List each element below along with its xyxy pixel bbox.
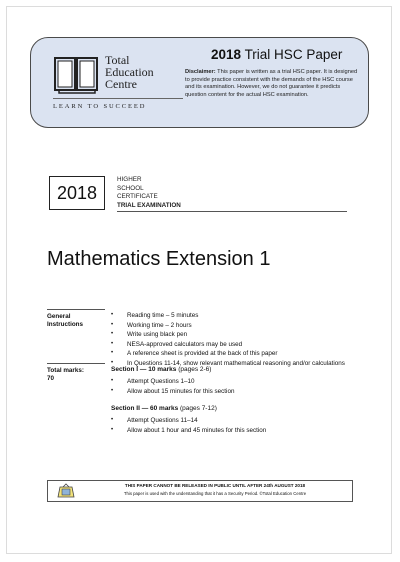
list-item: • Attempt Questions 11–14 — [111, 416, 351, 426]
header-banner — [30, 37, 369, 128]
open-book-icon — [53, 52, 101, 94]
list-item: • Attempt Questions 1–10 — [111, 377, 351, 387]
list-item: • Allow about 1 hour and 45 minutes for this section — [111, 426, 351, 436]
list-item: • A reference sheet is provided at the back of this paper — [111, 349, 351, 359]
logo-divider — [53, 98, 183, 99]
paper-title: 2018 Trial HSC Paper — [211, 47, 343, 62]
divider — [47, 309, 105, 310]
list-item: • Working time – 2 hours — [111, 321, 351, 331]
logo-tagline: LEARN TO SUCCEED — [53, 103, 147, 110]
divider — [47, 363, 105, 364]
general-instructions-label: General Instructions — [47, 313, 84, 329]
divider — [117, 211, 347, 212]
section-1-list — [111, 377, 351, 396]
security-period-note: This paper is used with the understanding that it has a Security Period. ©Total Education Centre — [123, 491, 307, 496]
security-seal-icon — [56, 483, 76, 499]
list-item: • In Questions 11-14, show relevant mathematical reasoning and/or calculations — [111, 359, 351, 369]
exam-year-box: 2018 — [49, 176, 105, 210]
section-2-heading: Section II — 60 marks (pages 7-12) — [111, 405, 217, 412]
list-item: • NESA-approved calculators may be used — [111, 340, 351, 350]
list-item: • Reading time – 5 minutes — [111, 311, 351, 321]
exam-title: Mathematics Extension 1 — [47, 248, 271, 270]
list-item: • Allow about 15 minutes for this section — [111, 387, 351, 397]
general-instructions-list — [111, 311, 351, 369]
disclaimer: Disclaimer: This paper is written as a trial HSC paper. It is designed to provide practice consistent with the demands of the HSC course and its examination. However, we do not guarantee it predicts question content for the actual HSC examination. — [185, 69, 358, 98]
hsc-designation: HIGHER SCHOOL CERTIFICATE TRIAL EXAMINATION — [117, 176, 181, 209]
section-1-heading: Section I — 10 marks (pages 2-6) — [111, 366, 212, 373]
list-item: • Write using black pen — [111, 330, 351, 340]
total-marks-label: Total marks: 70 — [47, 367, 84, 383]
logo-wordmark: Total Education Centre — [105, 53, 154, 91]
total-education-centre-logo — [51, 52, 191, 116]
section-2-list — [111, 416, 351, 435]
security-notice: THIS PAPER CANNOT BE RELEASED IN PUBLIC UNTIL AFTER 24th AUGUST 2018 — [124, 483, 306, 488]
